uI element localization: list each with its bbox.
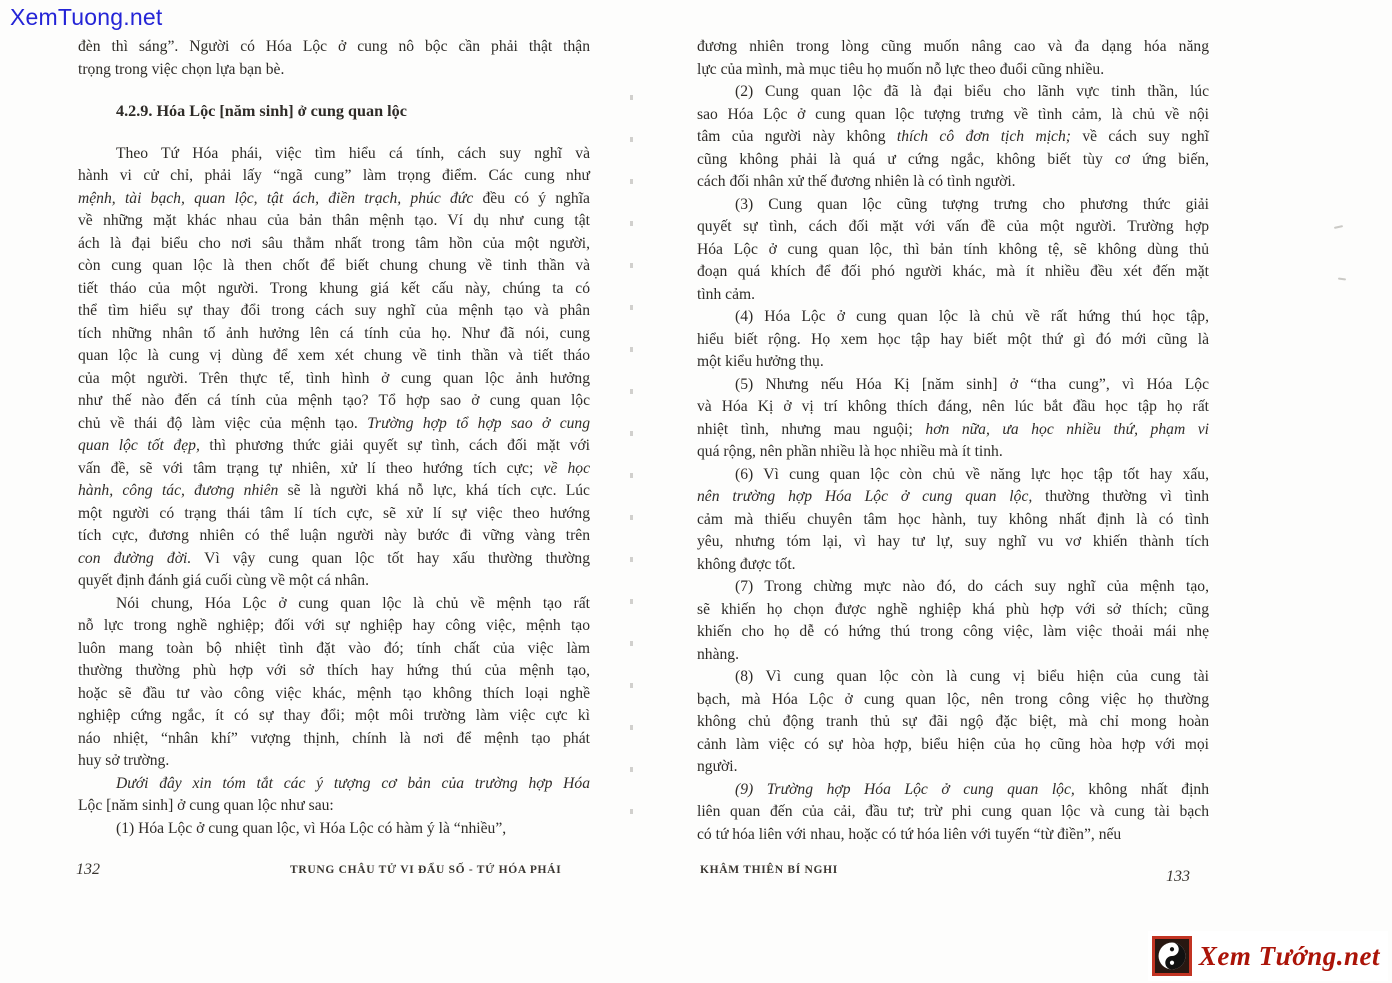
text-line: tích cực, đương nhiên có thể luận người này bước đi vững vàng trên — [78, 527, 590, 544]
text-line: (4) Hóa Lộc ở cung quan lộc là chủ về rất hứng thú học tập, — [735, 308, 1209, 325]
page-number-right: 133 — [1166, 868, 1190, 885]
text-line: tích những nhân tố ảnh hưởng lên cá tính của họ. Như đã nói, cung — [78, 324, 590, 342]
text-line: liên quan đến của cải, đầu tư; trừ phi cung quan lộc và cung tài bạch — [697, 803, 1209, 820]
text-line: con đường đời. Vì vậy cung quan lộc tốt hay xấu thường thường — [78, 549, 590, 567]
text-line: (3) Cung quan lộc cũng tượng trưng cho phương thức giải — [735, 195, 1209, 213]
text-line: không chủ động tranh thủ sự đãi ngộ đặc biệt, mà chỉ mong hoàn — [697, 713, 1209, 730]
text-line: (8) Vì cung quan lộc còn là cung vị biểu hiện của cung tài — [735, 668, 1209, 685]
text-line: hoặc sẽ đầu tư vào công việc khác, mệnh tạo không thích loại nghề — [78, 684, 590, 702]
text-line: trọng trong việc chọn lựa bạn bè. — [78, 60, 285, 78]
text-line: (1) Hóa Lộc ở cung quan lộc, vì Hóa Lộc có hàm ý là “nhiều”, — [116, 819, 507, 837]
text-line: thể tìm hiểu sự thay đổi trong cách suy nghĩ của mệnh tạo và phân — [78, 302, 590, 319]
section-heading — [78, 100, 590, 123]
text-line: hành, công tác, đương nhiên sẽ là người khá nỗ lực, khá tích cực. Lúc — [78, 482, 590, 499]
logo-text: Xem Tướng.net — [1198, 940, 1380, 971]
emphasized-text: con đường đời. — [78, 549, 192, 567]
paragraph — [697, 306, 1209, 374]
text-line: Hóa Lộc ở cung quan lộc, thì bản tính không tệ, sẽ không dùng thủ — [697, 240, 1209, 258]
page-right — [697, 36, 1209, 846]
text-line: đoạn quá khích để đối phó người khác, mà ít nhiều đều xét đến mặt — [697, 263, 1209, 280]
text-line: hiểu biết rộng. Họ xem học tập hay biết một thứ gì đó mới cũng là — [697, 330, 1209, 348]
page-number-left: 132 — [76, 861, 100, 878]
text-line: (2) Cung quan lộc đã là đại biểu cho lãnh vực tinh thần, lúc — [735, 83, 1209, 100]
text-line: Lộc [năm sinh] ở cung quan lộc như sau: — [78, 797, 334, 814]
text-line: chủ về thái độ làm việc của mệnh tạo. Trường hợp tổ hợp sao ở cung — [78, 414, 590, 432]
text-line: cũng không phải là quá ư cứng ngắc, không biết tùy cơ ứng biến, — [697, 150, 1209, 168]
text-line: về những mặt khác nhau của bản thân mệnh tạo. Ví dụ như cung tật — [78, 212, 590, 229]
text-line: vấn đề, sẽ với tâm trạng tự nhiên, xử lí theo hướng tích cực; về học — [78, 459, 590, 477]
text-line: quan lộc tốt đẹp, thì phương thức giải quyết sự tình, cách đối mặt với — [78, 437, 591, 454]
emphasized-text: hơn nữa, ưa học nhiều thứ, phạm vi — [925, 420, 1209, 438]
text-line: không được tốt. — [697, 555, 796, 573]
text-line: khiến cho họ dễ có hứng thú trong công việc, làm việc thoải mái nhẹ — [697, 623, 1209, 640]
text-line: cách đối nhân xử thế đương nhiên là có tình người. — [697, 173, 1016, 190]
text-line: hành vi cử chỉ, phải lấy “ngã cung” làm trọng điểm. Các cung như — [78, 167, 590, 184]
scan-gutter-artifact — [630, 95, 633, 825]
text-line: nhàng. — [697, 645, 740, 663]
text-line: (7) Trong chừng mực nào đó, do cách suy nghĩ của mệnh tạo, — [735, 578, 1209, 595]
text-line: lực của mình, mà mục tiêu họ muốn nỗ lực theo đuổi cũng nhiều. — [697, 60, 1105, 78]
text-line: nghiệp cứng ngắc, ít có sự thay đổi; một môi trường làm việc cực kì — [78, 707, 590, 724]
paragraph — [697, 374, 1209, 464]
text-line: còn cung quan lộc là then chốt để biết chung chung về tinh thần và — [78, 257, 590, 274]
text-line: huy sở trường. — [78, 752, 170, 769]
text-line: một kiểu hưởng thụ. — [697, 353, 824, 370]
text-line: và Hóa Kị ở vị trí không thích đáng, nên lúc bắt đầu học tập họ rất — [697, 398, 1209, 415]
text-line: sao Hóa Lộc ở cung quan lộc tượng trưng về tình cảm, là chủ về nội — [697, 105, 1209, 123]
scan-speck — [1334, 225, 1343, 229]
text-line: ách là đại biểu cho nơi sâu thẳm nhất trong tâm hồn của một người, — [78, 234, 590, 252]
text-line: nỗ lực trong nghề nghiệp; đối với sự nghiệp hay công việc, mệnh tạo — [78, 617, 590, 634]
text-line: (5) Nhưng nếu Hóa Kị [năm sinh] ở “tha cung”, vì Hóa Lộc — [735, 375, 1209, 393]
emphasized-text: Dưới đây xin tóm tắt các ý tượng cơ bản của trường hợp Hóa — [116, 774, 590, 792]
text-line: quyết định đánh giá cuối cùng về một cá nhân. — [78, 572, 370, 589]
text-line — [78, 773, 590, 796]
text-line: có tứ hóa liên với nhau, hoặc có tứ hóa liên với tuyến “từ điền”, nếu — [697, 825, 1122, 843]
page-right-text-column — [697, 36, 1209, 846]
paragraph — [78, 593, 590, 773]
paragraph — [78, 143, 590, 593]
emphasized-text: (9) Trường hợp Hóa Lộc ở cung quan lộc, — [735, 780, 1075, 798]
text-line: quá rộng, nên phần nhiều là học nhiều mà ít tinh. — [697, 443, 1003, 460]
text-line: nên trường hợp Hóa Lộc ở cung quan lộc, thường thường vì tình — [697, 488, 1209, 505]
emphasized-text: mệnh, tài bạch, quan lộc, tật ách, điền trạch, phúc đức — [78, 189, 474, 207]
text-line: tình cảm. — [697, 285, 756, 303]
site-logo — [1148, 931, 1388, 981]
text-line: quyết sự tình, cách đối mặt với vấn đề của một người. Trường hợp — [697, 218, 1209, 235]
page-left — [78, 36, 590, 840]
text-line: của một người. Trên thực tế, tình hình ở cung quan lộc ảnh hưởng — [78, 369, 590, 387]
text-line: sẽ khiến họ chọn được nghề nghiệp khá phù hợp với sở thích; cũng — [697, 600, 1209, 618]
paragraph — [697, 464, 1209, 577]
paragraph — [697, 666, 1209, 779]
paragraph — [697, 576, 1209, 666]
paragraph — [78, 36, 590, 81]
text-line: luôn mang toàn bộ nhiệt tình đặt vào đó; tính chất của việc làm — [78, 639, 590, 657]
paragraph — [78, 818, 590, 841]
yin-yang-icon — [1152, 936, 1192, 976]
emphasized-text: thích cô đơn tịch mịch; — [896, 128, 1071, 145]
paragraph — [697, 194, 1209, 307]
text-line: cảnh làm việc có sự hòa hợp, biểu hiện của họ cũng hòa hợp với mọi — [697, 735, 1209, 753]
text-line: Nói chung, Hóa Lộc ở cung quan lộc là chủ về mệnh tạo rất — [116, 594, 590, 612]
text-line: người. — [697, 758, 738, 775]
text-line: Theo Tứ Hóa phái, việc tìm hiểu cá tính, cách suy nghĩ và — [116, 144, 590, 162]
paragraph — [697, 81, 1209, 194]
watermark-text: XemTuong.net — [10, 4, 163, 30]
text-line: đương nhiên trong lòng cũng muốn nâng cao và đa dạng hóa năng — [697, 38, 1209, 55]
text-line: tâm của người này không thích cô đơn tịch mịch; về cách suy nghĩ — [697, 128, 1210, 145]
emphasized-text: nên trường hợp Hóa Lộc ở cung quan lộc, — [697, 488, 1033, 505]
text-line: nhiệt tình, nhưng mau nguội; hơn nữa, ưa học nhiều thứ, phạm vi — [697, 420, 1209, 438]
text-line: đèn thì sáng”. Người có Hóa Lộc ở cung nô bộc cần phải thật thận — [78, 38, 590, 55]
text-line: (9) Trường hợp Hóa Lộc ở cung quan lộc, không nhất định — [735, 780, 1209, 798]
text-line: tiết tháo của một người. Trong khung giá kết cấu này, chúng ta có — [78, 279, 590, 297]
text-line: náo nhiệt, “nhân khí” vượng thịnh, chính là nơi để mệnh tạo phát — [78, 729, 590, 747]
text-line: (6) Vì cung quan lộc còn chủ về năng lực học tập tốt hay xấu, — [735, 465, 1209, 483]
text-line: yêu, nhưng tóm lại, vì hay tư lự, suy nghĩ vu vơ khiến thành tích — [697, 533, 1209, 550]
emphasized-text: Trường hợp tổ hợp sao ở cung — [367, 414, 590, 432]
text-line: bạch, mà Hóa Lộc ở cung quan lộc, nên trong công việc họ thường — [697, 690, 1209, 708]
text-line: cảm mà thiếu chuyên tâm học hành, tuy không nhất định là có tình — [697, 510, 1209, 528]
paragraph — [697, 36, 1209, 81]
emphasized-text: quan lộc tốt đẹp, — [78, 437, 200, 454]
text-line: như thế nào đến cá tính của mệnh tạo? Tổ hợp sao ở cung quan lộc — [78, 392, 590, 409]
running-title-right: KHÂM THIÊN BÍ NGHI — [700, 864, 838, 876]
text-line: thường thường phù hợp với sở thích hay hứng thú của mệnh tạo, — [78, 662, 590, 679]
text-line: quan lộc là cung vị dùng để xem xét chung về tinh thần và tiết tháo — [78, 347, 590, 364]
emphasized-text: về học — [543, 459, 590, 477]
text-line: 4.2.9. Hóa Lộc [năm sinh] ở cung quan lộc — [116, 102, 407, 120]
page-left-text-column — [78, 36, 590, 840]
running-title-left: TRUNG CHÂU TỬ VI ĐẨU SỐ - TỨ HÓA PHÁI — [290, 864, 562, 876]
emphasized-text: hành, công tác, đương nhiên — [78, 482, 279, 499]
text-line: một người có trạng thái tâm lí tích cực, sẽ xử lí sự việc theo hướng — [78, 504, 590, 522]
text-line: mệnh, tài bạch, quan lộc, tật ách, điền trạch, phúc đức đều có ý nghĩa — [78, 189, 590, 207]
paragraph — [78, 773, 590, 818]
scan-speck — [1338, 277, 1346, 280]
paragraph — [697, 779, 1209, 847]
